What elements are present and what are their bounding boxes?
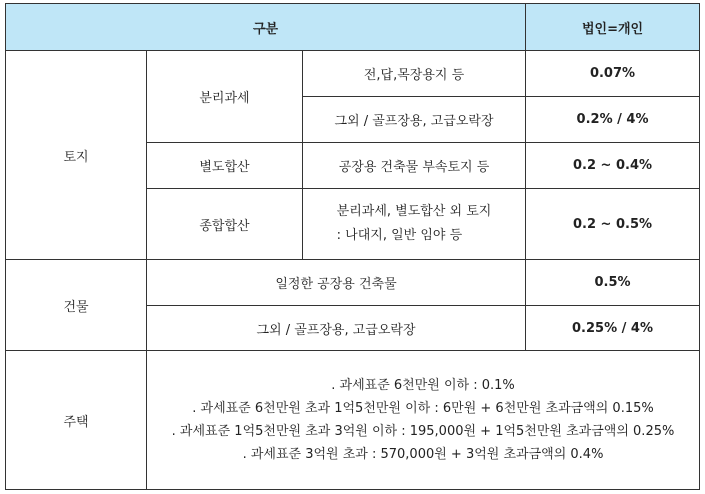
row-rate: 0.2 ~ 0.4%	[526, 143, 700, 189]
row-description	[303, 189, 526, 260]
header-row	[6, 4, 700, 51]
row-description-line: : 나대지, 일반 임야 등	[336, 228, 463, 243]
table-row	[6, 51, 700, 97]
building-label: 건물	[6, 260, 147, 351]
comprehensive-aggregate-label: 종합합산	[147, 189, 303, 260]
table-row	[6, 351, 700, 490]
row-rate: 0.2% / 4%	[526, 97, 700, 143]
housing-rate-line: . 과세표준 3억원 초과 : 570,000원 + 3억원 초과금액의 0.4%	[242, 447, 604, 462]
header-category: 구분	[6, 4, 526, 51]
header-rate: 법인=개인	[526, 4, 700, 51]
row-description-line: 분리과세, 별도합산 외 토지	[336, 204, 492, 219]
row-rate: 0.2 ~ 0.5%	[526, 189, 700, 260]
row-rate: 0.25% / 4%	[526, 306, 700, 351]
table-row	[6, 260, 700, 306]
land-label: 토지	[6, 51, 147, 260]
row-description: 그외 / 골프장용, 고급오락장	[303, 97, 526, 143]
row-rate: 0.5%	[526, 260, 700, 306]
separate-taxation-label: 분리과세	[147, 51, 303, 143]
row-description: 공장용 건축물 부속토지 등	[303, 143, 526, 189]
row-description: 일정한 공장용 건축물	[147, 260, 526, 306]
row-rate: 0.07%	[526, 51, 700, 97]
row-description: 그외 / 골프장용, 고급오락장	[147, 306, 526, 351]
housing-label: 주택	[6, 351, 147, 490]
property-tax-rate-table	[5, 3, 700, 490]
housing-rate-line: . 과세표준 1억5천만원 초과 3억원 이하 : 195,000원 + 1억5천만원 초과금액의 0.25%	[171, 424, 675, 439]
housing-rate-line: . 과세표준 6천만원 이하 : 0.1%	[331, 378, 515, 393]
special-aggregate-label: 별도합산	[147, 143, 303, 189]
housing-rate-details	[147, 351, 700, 490]
row-description: 전,답,목장용지 등	[303, 51, 526, 97]
housing-rate-line: . 과세표준 6천만원 초과 1억5천만원 이하 : 6만원 + 6천만원 초과금액의 0.15%	[192, 401, 654, 416]
